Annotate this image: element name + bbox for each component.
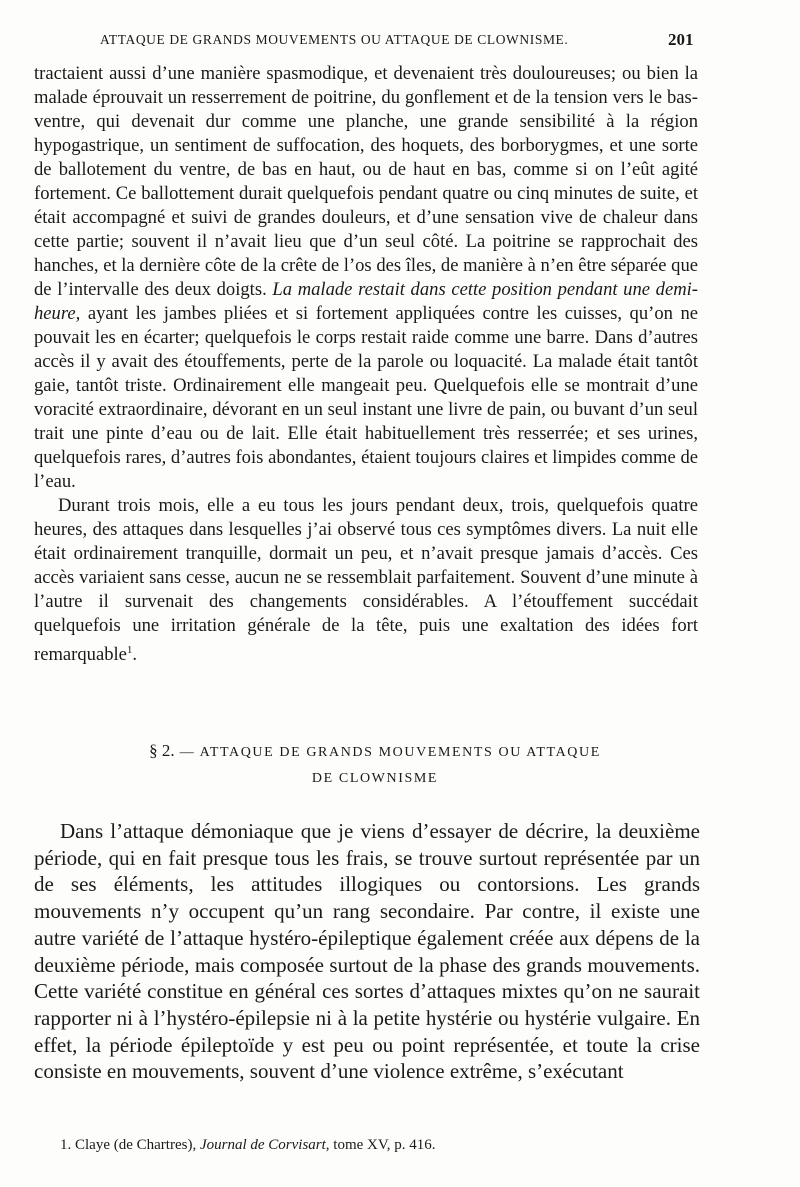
section-title-line-2: DE CLOWNISME [311, 771, 439, 786]
footnote-marker: 1. [60, 1137, 72, 1153]
paragraph-2 [34, 494, 698, 667]
paragraph-1-end: ayant les jambes pliées et si fortement appliquées contre les cuisses, qu’on ne pouvait les en écarter; quelquefois le corps restait raide comme une barre. Dans d’autres accès il y avait des étouffements, perte de la parole ou loquacité. La malade était tantôt gaie, tantôt triste. Ordinairement elle mangeait peu. Quelquefois elle se montrait d’une voracité extraordinaire, dévorant en un seul instant une livre de pain, ou buvant d’un seul trait une pinte d’eau ou de lait. Elle était habituellement très resserrée; et ses urines, quelquefois rares, d’autres fois abondantes, étaient toujours claires et limpides comme de l’eau. [34, 303, 699, 492]
section-title-line-1: — ATTAQUE DE GRANDS MOUVEMENTS OU ATTAQUE [179, 745, 601, 760]
section-number: § 2. [149, 741, 175, 760]
page-number: 201 [668, 30, 694, 49]
paragraph-continuation [34, 62, 698, 494]
section-paragraph: Dans l’attaque démoniaque que je viens d’essayer de décrire, la deuxième période, qui en fait presque tous les frais, se trouve surtout représentée par un de ses éléments, les attitudes illogiques ou contorsions. Les grands mouvements n’y occupent qu’un rang secondaire. Par contre, il existe une autre variété de l’attaque hystéro-épileptique également créée aux dépens de la deuxième période, mais composée surtout de la phase des grands mouvements. Cette variété constitue en général ces sortes d’attaques mixtes qu’on ne saurait rapporter ni à l’hystéro-épilepsie ni à la petite hystérie ou hystérie vulgaire. En effet, la période épileptoïde y est peu ou point représentée, et toute la crise consiste en mouvements, souvent d’une violence extrême, s’exécutant [34, 819, 700, 1084]
footnote-reference[interactable]: 1 [126, 644, 133, 656]
paragraph-2-end: . [132, 644, 138, 666]
running-head: ATTAQUE DE GRANDS MOUVEMENTS OU ATTAQUE DE CLOWNISME. [100, 32, 569, 47]
section-heading [40, 738, 710, 792]
paragraph-2-text: Durant trois mois, elle a eu tous les jours pendant deux, trois, quelquefois quatre heures, des attaques dans lesquelles j’ai observé tous ces symptômes divers. La nuit elle était ordinairement tranquille, dormait un peu, et n’avait presque jamais d’accès. Ces accès variaient sans cesse, aucun ne se ressemblait parfaitement. Souvent d’une minute à l’autre il survenait des changements considérables. A l’étouffement succédait quelquefois une irritation générale de la tête, puis une exaltation des idées fort remarquable [34, 495, 698, 666]
section-heading-line-1 [40, 738, 710, 766]
footnote-author: Claye (de Chartres), [75, 1137, 197, 1153]
paragraph-1-start: tractaient aussi d’une manière spasmodique, et devenaient très douloureuses; ou bien la malade éprouvait un resserrement de poitrine, du gonflement et de la tension vers le bas-ventre, qui devenait dur comme une planche, une grande sensibilité à la région hypogastrique, un sentiment de suffocation, des hoquets, des borborygmes, et une sorte de ballotement du ventre, de bas en haut, ou de haut en bas, comme si on l’eût agité fortement. Ce ballottement durait quelquefois pendant quatre ou cinq minutes de suite, et était accompagné et suivi de grandes douleurs, et d’une sensation vive de chaleur dans cette partie; souvent il n’avait lieu que d’un seul côté. La poitrine se rapprochait des hanches, et la dernière côte de la crête de l’os des îles, de manière à n’en être séparée que de l’intervalle des deux doigts. [34, 63, 698, 300]
emphasized-passage: La malade restait dans cette position pendant une demi-heure, [34, 279, 699, 324]
footnote [60, 1137, 436, 1154]
footnote-reference-detail: tome XV, p. 416. [333, 1137, 436, 1153]
body-text [34, 62, 698, 667]
footnote-journal: Journal de Corvisart, [199, 1137, 330, 1153]
section-body [34, 818, 700, 1085]
